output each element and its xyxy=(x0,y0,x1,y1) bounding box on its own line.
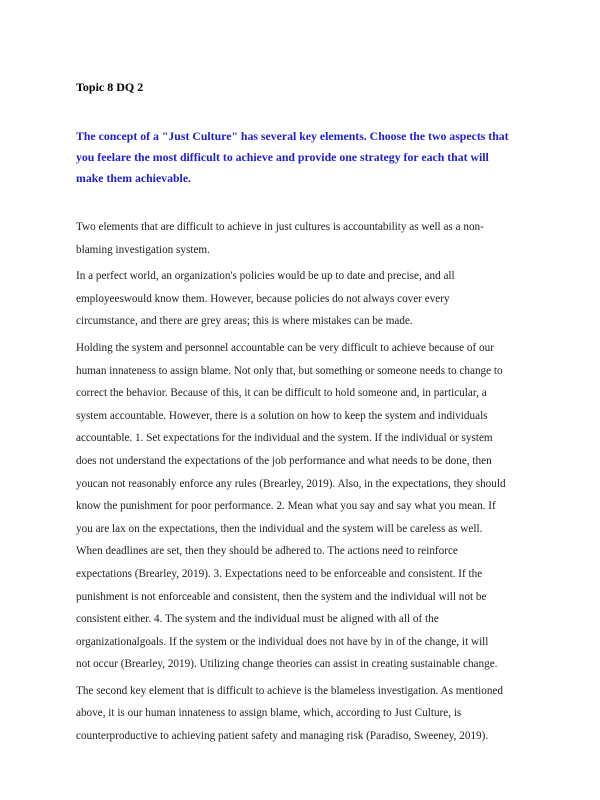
text-line: In a perfect world, an organization's policies would be up to date and precise, and all xyxy=(76,270,455,283)
paragraph-intro xyxy=(76,216,546,261)
paragraph-accountability xyxy=(76,337,546,676)
prompt-line: you feelare the most difficult to achieve and provide one strategy for each that will xyxy=(76,150,489,164)
text-line: blaming investigation system. xyxy=(76,243,210,256)
text-line: system accountable. However, there is a solution on how to keep the system and individuals xyxy=(76,409,488,422)
paragraph-policies xyxy=(76,265,546,333)
text-line: know the punishment for poor performance. 2. Mean what you say and say what you mean. If xyxy=(76,500,496,513)
text-line: youcan not reasonably enforce any rules (Brearley, 2019). Also, in the expectations, they should xyxy=(76,477,506,490)
text-line: Holding the system and personnel accountable can be very difficult to achieve because of our xyxy=(76,341,494,354)
text-line: The second key element that is difficult to achieve is the blameless investigation. As mentioned xyxy=(76,684,503,697)
text-line: human innateness to assign blame. Not only that, but something or someone needs to change to xyxy=(76,364,503,377)
text-line: does not understand the expectations of the job performance and what needs to be done, then xyxy=(76,454,492,467)
text-line: When deadlines are set, then they should be adhered to. The actions need to reinforce xyxy=(76,545,458,558)
text-line: consistent either. 4. The system and the individual must be aligned with all of the xyxy=(76,613,439,626)
prompt-line: The concept of a "Just Culture" has several key elements. Choose the two aspects that xyxy=(76,129,509,143)
text-line: circumstance, and there are grey areas; this is where mistakes can be made. xyxy=(76,315,413,328)
text-line: punishment is not enforceable and consistent, then the system and the individual will not be xyxy=(76,590,487,603)
text-line: above, it is our human innateness to assign blame, which, according to Just Culture, is xyxy=(76,707,462,720)
response-body xyxy=(76,216,546,752)
text-line: employeeswould know them. However, because policies do not always cover every xyxy=(76,292,450,305)
text-line: correct the behavior. Because of this, it can be difficult to hold someone and, in particular, a xyxy=(76,387,487,400)
text-line: expectations (Brearley, 2019). 3. Expectations need to be enforceable and consistent. If the xyxy=(76,567,483,580)
paragraph-blameless-investigation xyxy=(76,680,546,748)
text-line: counterproductive to achieving patient safety and managing risk (Paradiso, Sweeney, 2019). xyxy=(76,730,489,743)
text-line: not occur (Brearley, 2019). Utilizing change theories can assist in creating sustainable change. xyxy=(76,658,498,671)
text-line: accountable. 1. Set expectations for the individual and the system. If the individual or system xyxy=(76,432,493,445)
document-title: Topic 8 DQ 2 xyxy=(76,80,144,94)
prompt-line: make them achievable. xyxy=(76,171,192,185)
text-line: Two elements that are difficult to achieve in just cultures is accountability as well as a non- xyxy=(76,221,484,233)
text-line: you are lax on the expectations, then the individual and the system will be careless as well. xyxy=(76,522,483,535)
discussion-prompt xyxy=(76,126,546,189)
text-line: organizationalgoals. If the system or the individual does not have by in of the change, it will xyxy=(76,635,489,648)
